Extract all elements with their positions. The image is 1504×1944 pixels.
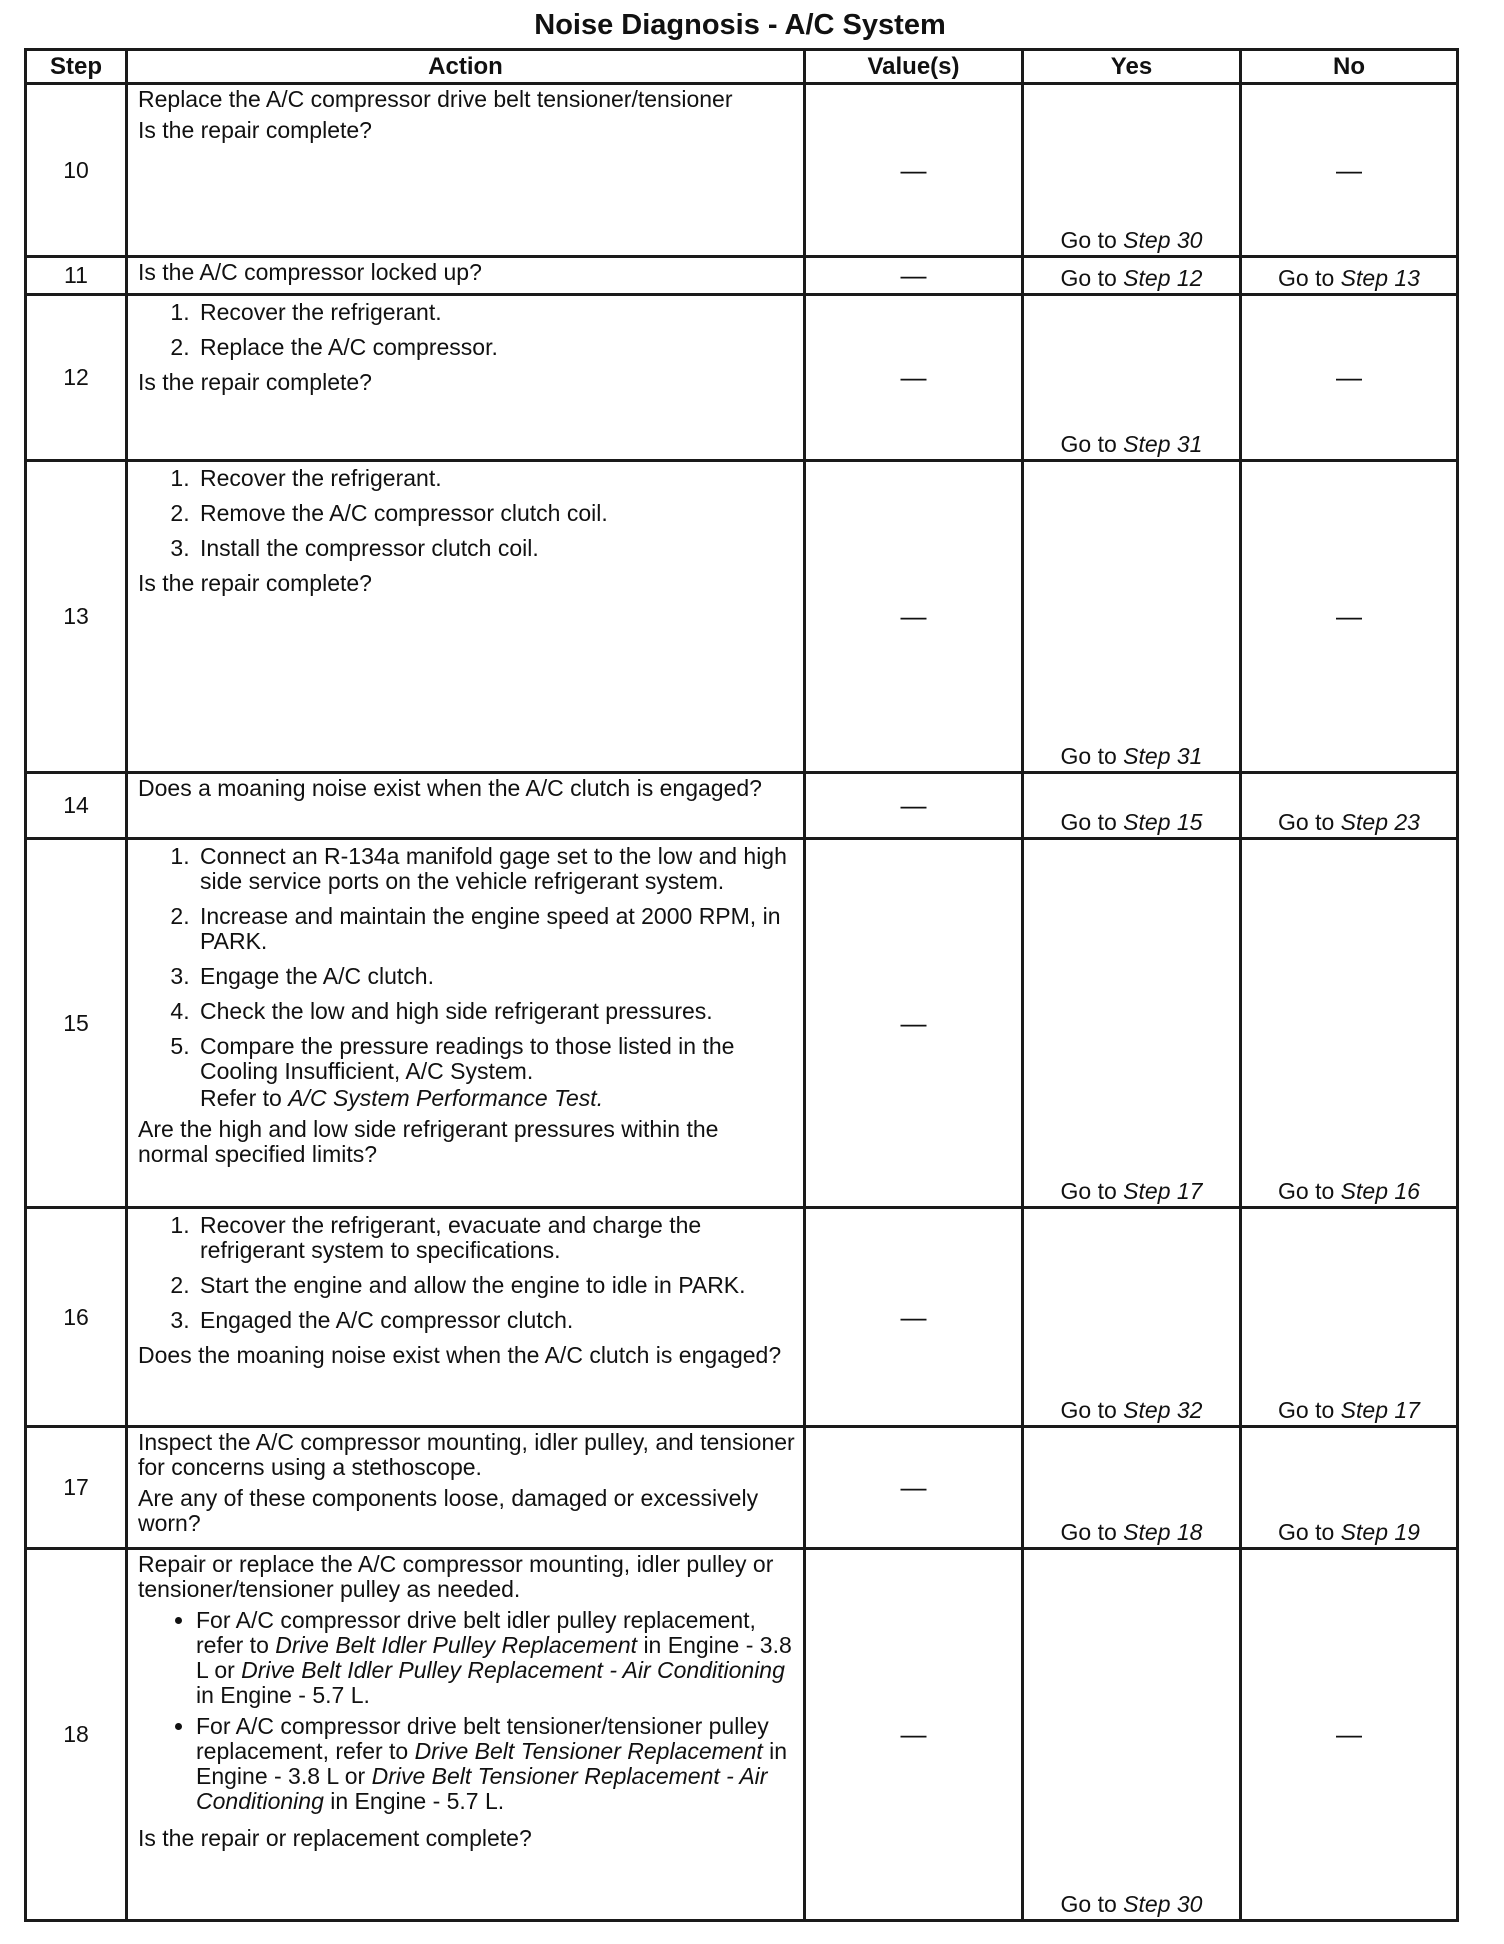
value-cell: — [805, 1427, 1023, 1549]
action-cell [127, 1427, 805, 1549]
step-number: 18 [26, 1549, 127, 1921]
goto-label: Go to [1060, 1178, 1117, 1204]
document-title: Noise Diagnosis - A/C System [534, 9, 946, 41]
goto-label: Go to [1060, 743, 1117, 769]
list-item: 1. Recover the refrigerant, evacuate and charge the refrigerant system to specifications. [196, 1213, 795, 1263]
yes-link[interactable]: Step 18 [1123, 1519, 1203, 1545]
goto-label: Go to [1278, 265, 1335, 291]
action-question: Does a moaning noise exist when the A/C clutch is engaged? [138, 775, 762, 801]
reference-link[interactable]: Drive Belt Idler Pulley Replacement [275, 1632, 638, 1658]
table-row-step-18 [26, 1549, 1458, 1921]
yes-cell [1023, 295, 1241, 461]
list-item: 2. Increase and maintain the engine speed at 2000 RPM, in PARK. [196, 904, 795, 954]
reference-link[interactable]: Drive Belt Tensioner Replacement [414, 1738, 763, 1764]
yes-link[interactable]: Step 31 [1123, 743, 1203, 769]
header-step: Step [26, 50, 127, 84]
no-cell: — [1241, 1549, 1458, 1921]
header-row [26, 50, 1458, 84]
table-row-step-12 [26, 295, 1458, 461]
header-no: No [1241, 50, 1458, 84]
header-values: Value(s) [805, 50, 1023, 84]
value-cell: — [805, 773, 1023, 839]
yes-cell [1023, 1208, 1241, 1427]
action-question: Are the high and low side refrigerant pressures within the normal specified limits? [138, 1116, 719, 1167]
action-question: Is the repair or replacement complete? [138, 1825, 532, 1851]
bullet-text: For A/C compressor drive belt tensioner/tensioner pulley replacement, refer to [196, 1713, 769, 1764]
yes-cell [1023, 461, 1241, 773]
yes-cell [1023, 84, 1241, 257]
action-cell [127, 1549, 805, 1921]
goto-label: Go to [1278, 809, 1335, 835]
goto-label: Go to [1060, 227, 1117, 253]
value-cell: — [805, 1549, 1023, 1921]
step-number: 12 [26, 295, 127, 461]
yes-link[interactable]: Step 15 [1123, 809, 1203, 835]
diagnosis-table [24, 48, 1459, 1922]
list-item [196, 1608, 795, 1708]
table-row-step-17 [26, 1427, 1458, 1549]
goto-label: Go to [1060, 431, 1117, 457]
list-item: 1. Recover the refrigerant. [196, 300, 795, 325]
yes-cell [1023, 257, 1241, 295]
action-question: Is the repair complete? [138, 117, 372, 143]
bullet-text: For A/C compressor drive belt idler pulley replacement, refer to [196, 1607, 756, 1658]
list-item: 2. Remove the A/C compressor clutch coil. [196, 501, 795, 526]
action-question: Is the repair complete? [138, 570, 372, 596]
no-cell [1241, 773, 1458, 839]
value-cell: — [805, 84, 1023, 257]
bullet-text: in Engine - 5.7 L. [330, 1788, 505, 1814]
list-item [196, 1714, 795, 1814]
action-question: Is the A/C compressor locked up? [138, 259, 482, 285]
table-row-step-11 [26, 257, 1458, 295]
goto-label: Go to [1060, 809, 1117, 835]
bullet-text: in Engine - 3.8 L or [196, 1738, 788, 1789]
step-number: 15 [26, 839, 127, 1208]
action-question: Does the moaning noise exist when the A/C clutch is engaged? [138, 1342, 782, 1368]
value-cell: — [805, 295, 1023, 461]
action-cell [127, 257, 805, 295]
list-item: 5. Compare the pressure readings to those listed in the Cooling Insufficient, A/C System. [196, 1034, 795, 1084]
action-cell [127, 84, 805, 257]
action-cell [127, 773, 805, 839]
header-action: Action [127, 50, 805, 84]
goto-label: Go to [1060, 1891, 1117, 1917]
no-cell: — [1241, 461, 1458, 773]
reference-link[interactable]: Drive Belt Tensioner Replacement - Air Conditioning [196, 1763, 768, 1814]
yes-link[interactable]: Step 31 [1123, 431, 1203, 457]
list-item: 2. Replace the A/C compressor. [196, 335, 795, 360]
table-row-step-13 [26, 461, 1458, 773]
no-cell: — [1241, 295, 1458, 461]
no-cell [1241, 839, 1458, 1208]
refer-prefix: Refer to [200, 1085, 282, 1111]
goto-label: Go to [1278, 1397, 1335, 1423]
header-yes: Yes [1023, 50, 1241, 84]
action-cell [127, 1208, 805, 1427]
no-link[interactable]: Step 13 [1340, 265, 1420, 291]
step-number: 16 [26, 1208, 127, 1427]
action-steps-list [138, 466, 795, 565]
list-item: 3. Install the compressor clutch coil. [196, 536, 795, 561]
refer-link[interactable]: A/C System Performance Test. [288, 1085, 604, 1111]
reference-link[interactable]: Drive Belt Idler Pulley Replacement - Air Conditioning [241, 1657, 785, 1683]
goto-label: Go to [1278, 1519, 1335, 1545]
step-number: 14 [26, 773, 127, 839]
yes-cell [1023, 1427, 1241, 1549]
yes-link[interactable]: Step 30 [1123, 227, 1203, 253]
step-number: 11 [26, 257, 127, 295]
action-text: Repair or replace the A/C compressor mounting, idler pulley or tensioner/tensioner pulley as needed. [138, 1551, 774, 1602]
no-cell: — [1241, 84, 1458, 257]
no-link[interactable]: Step 23 [1340, 809, 1420, 835]
step-number: 10 [26, 84, 127, 257]
table-row-step-10 [26, 84, 1458, 257]
list-item: 1. Connect an R-134a manifold gage set to the low and high side service ports on the vehicle refrigerant system. [196, 844, 795, 894]
table-row-step-15 [26, 839, 1458, 1208]
no-link[interactable]: Step 17 [1340, 1397, 1420, 1423]
bullet-text: in Engine - 5.7 L. [196, 1682, 370, 1708]
yes-cell [1023, 1549, 1241, 1921]
action-question: Is the repair complete? [138, 369, 372, 395]
action-steps-list [138, 844, 795, 1084]
table-row-step-14 [26, 773, 1458, 839]
action-cell [127, 461, 805, 773]
action-question: Are any of these components loose, damaged or excessively worn? [138, 1485, 759, 1536]
action-text: Inspect the A/C compressor mounting, idler pulley, and tensioner for concerns using a stethoscope. [138, 1429, 795, 1480]
list-item: 3. Engage the A/C clutch. [196, 964, 795, 989]
yes-link[interactable]: Step 17 [1123, 1178, 1203, 1204]
goto-label: Go to [1278, 1178, 1335, 1204]
value-cell: — [805, 1208, 1023, 1427]
list-item: 2. Start the engine and allow the engine to idle in PARK. [196, 1273, 795, 1298]
goto-label: Go to [1060, 1519, 1117, 1545]
yes-cell [1023, 773, 1241, 839]
goto-label: Go to [1060, 265, 1117, 291]
value-cell: — [805, 461, 1023, 773]
no-cell [1241, 257, 1458, 295]
list-item: 3. Engaged the A/C compressor clutch. [196, 1308, 795, 1333]
action-cell [127, 295, 805, 461]
yes-cell [1023, 839, 1241, 1208]
list-item: 4. Check the low and high side refrigerant pressures. [196, 999, 795, 1024]
bullet-list [138, 1608, 795, 1814]
yes-link[interactable]: Step 32 [1123, 1397, 1203, 1423]
refer-line [138, 1086, 795, 1111]
table-row-step-16 [26, 1208, 1458, 1427]
no-cell [1241, 1427, 1458, 1549]
action-steps-list [138, 300, 795, 364]
value-cell: — [805, 839, 1023, 1208]
action-text: Replace the A/C compressor drive belt tensioner/tensioner [138, 86, 733, 112]
no-cell [1241, 1208, 1458, 1427]
no-link[interactable]: Step 19 [1340, 1519, 1420, 1545]
step-number: 13 [26, 461, 127, 773]
yes-link[interactable]: Step 12 [1123, 265, 1203, 291]
action-cell [127, 839, 805, 1208]
value-cell: — [805, 257, 1023, 295]
yes-link[interactable]: Step 30 [1123, 1891, 1203, 1917]
step-number: 17 [26, 1427, 127, 1549]
list-item: 1. Recover the refrigerant. [196, 466, 795, 491]
action-steps-list [138, 1213, 795, 1337]
no-link[interactable]: Step 16 [1340, 1178, 1420, 1204]
bullet-text: in Engine - 3.8 L or [196, 1632, 792, 1683]
goto-label: Go to [1060, 1397, 1117, 1423]
